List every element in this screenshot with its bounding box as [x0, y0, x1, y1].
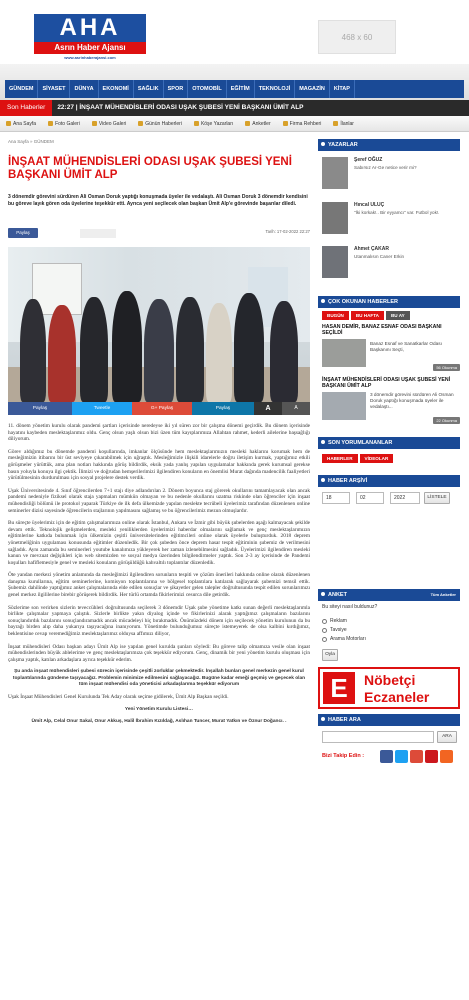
logo-subtitle: Asrın Haber Ajansı: [34, 42, 146, 54]
nav-item-teknoloji[interactable]: TEKNOLOJİ: [255, 80, 295, 98]
nav-item-egitim[interactable]: EĞİTİM: [227, 80, 255, 98]
most-read-title[interactable]: İNŞAAT MÜHENDİSLERİ ODASI UŞAK ŞUBESİ YENİ BAŞKANI ÜMİT ALP: [322, 377, 451, 390]
writer-article[interactable]: "İki korkak!.. Bir eyyamcı" var. Futbol yok!.: [354, 210, 440, 215]
tab-this-week[interactable]: BU HAFTA: [351, 311, 384, 320]
comments-header: SON YORUMLANANLAR: [318, 437, 460, 449]
facebook-icon[interactable]: [380, 750, 393, 763]
writer-photo: [322, 202, 348, 234]
team-title: Yeni Yönetim Kurulu Listesi…: [124, 706, 194, 712]
article-paragraph: Görev aldığımız bu dönemde pandemi koşullarında, imkanlar ölçüsünde hem meslektaşlarımızın mesleki haklarını korumak hem de mesleğimizin itibarını bir üst seviyeye çıkarabilmek için uğraştık. Mesleğimizle ilişkili idarelerle doğru iletişim kurmak, yaptığımız etkili görüşmeler yürüttük, ama plan notları hakkında görüş bildirdik, eksik yada yanlış yapılan uygulamalar hakkında gerek kurumsal gerekse basın yoluyla konuya ilgi çektik. İlimizi ve doğrudan hemşerilerimizi ilgilendiren konuların en önemlisi Murat dağında madencilik faaliyetleri yürütülmesinin durdurulması için sosyal projelere destek verdik.: [8, 448, 310, 482]
photo-person: [206, 303, 232, 402]
linkedin-share-button[interactable]: Paylaş: [192, 402, 254, 415]
share-row: [8, 228, 310, 239]
writer-item[interactable]: [322, 198, 460, 240]
subnav-columnists[interactable]: Köşe Yazarları: [188, 121, 239, 127]
breadcrumb[interactable]: Ana Sayfa » GÜNDEM: [8, 139, 54, 144]
sub-nav: [0, 116, 469, 132]
ticker-label: Son Haberler: [0, 100, 52, 116]
article-lede: 3 dönemdir görevini sürdüren Ali Osman Doruk yaptığı konuşmada üyeler ile vedalaştı. Ali Osman Doruk 3 dönemdir kendisini bu göreve layık gören oda üyelerine teşekkür etti. Ayrıca yeni seçilecek olan başkan Ümit Alp'e görevinde başarılar diledi.: [8, 194, 308, 208]
photo-person: [20, 299, 46, 402]
archive-month-select[interactable]: 02: [356, 492, 384, 504]
search-button[interactable]: ARA: [437, 731, 457, 743]
article-title: İNŞAAT MÜHENDİSLERİ ODASI UŞAK ŞUBESİ YENİ BAŞKANI ÜMİT ALP: [8, 156, 292, 181]
archive-list-button[interactable]: LİSTELE: [424, 492, 450, 504]
share-widget[interactable]: [80, 229, 116, 238]
nav-item-gundem[interactable]: GÜNDEM: [5, 80, 38, 98]
poll-option[interactable]: Tavsiye: [322, 627, 347, 633]
nav-item-siyaset[interactable]: SİYASET: [38, 80, 70, 98]
site-logo[interactable]: [34, 14, 146, 62]
most-read-thumbnail[interactable]: [322, 339, 366, 367]
ticker-headline[interactable]: 22:27 | İNŞAAT MÜHENDİSLERİ ODASI UŞAK ŞUBESİ YENİ BAŞKANI ÜMİT ALP: [57, 104, 304, 111]
most-read-item[interactable]: [322, 324, 460, 374]
most-read-tabs: [322, 311, 410, 320]
writer-item[interactable]: [322, 153, 460, 195]
article-photo: [8, 247, 310, 402]
tab-news[interactable]: HABERLER: [322, 454, 358, 463]
writer-article[interactable]: Sabırsız Ar-Ge netice verir mi?: [354, 165, 417, 170]
most-read-title[interactable]: HASAN DEMİR, BANAZ ESNAF ODASI BAŞKANI SEÇİLDİ: [322, 324, 442, 337]
team-list: Ümit Alp, Celal Onur Sakal, Onur Akkuş, Halil İbrahim Kızıldağ, Aslıhan Tuncer, Murat Yatkın ve Öznur Doğancı. .: [31, 719, 287, 725]
article-paragraph: Sözlerime son verirken sizlerin teveccühleri doğrultusunda seçilerek 3 dönemdir Uşak şube yönetime katkı sunan değerli meslektaşlarımla birlikte çalışmalar yapmaya çalıştık. Sizlerle birlikte yakın diyalog içinde ve fikirlerinizi alarak yaptığımız çalışmaların bazılarını sonuçlandırdık bazılarını sonuçlandıramadık ancak mücadeleyi hiç bırakmadık. Önümüzdeki dönem için seçilecek yönetim kurulunun da bu bayrağı birden alıp daha yukarıya taşıyacağına inanıyorum. Yönetimde bulunduğumuz süreçte istemeyerek de olsa kalbini kırdığımız, beklentisine cevap veremediğimiz meslektaşlarımız olduysa affımızı diliyor,: [8, 604, 310, 638]
archive-header: HABER ARŞİVİ: [318, 475, 460, 487]
radio-icon[interactable]: [322, 637, 327, 642]
search-input[interactable]: [322, 731, 434, 743]
writer-name: Şeref OĞUZ: [354, 157, 383, 163]
font-decrease-button[interactable]: A: [282, 402, 310, 415]
follow-label: Bizi Takip Edin :: [322, 753, 365, 759]
poll-option[interactable]: Reklam: [322, 618, 347, 624]
article-body: [8, 423, 310, 731]
rss-icon[interactable]: [440, 750, 453, 763]
radio-icon[interactable]: [322, 619, 327, 624]
poll-option[interactable]: Arama Motorları: [322, 636, 366, 642]
tab-this-month[interactable]: BU AY: [386, 311, 410, 320]
subnav-photo-gallery[interactable]: Foto Galeri: [42, 121, 86, 127]
googleplus-icon[interactable]: [410, 750, 423, 763]
article-paragraph: İnşaat mühendisleri Odası başkan adayı Ümit Alp ise yapılan genel kurulda şunları söyledi: Bu göreve talip olmamıza vesile olan inşaat mühendislerinden büyük ablelerime ve genç meslektaşlarımıza çok teşekkür ediyorum. Genç, dinamik bir yeni yönetim kurulu oluşması için çalışma yaptık, katılan arkadaşlara ayrıca teşekkür ederim.: [8, 643, 310, 663]
pharmacy-line2: Eczaneler: [364, 689, 430, 705]
most-read-summary: Banaz Esnaf ve Sanatkarlar Odası Başkanını Seçti,: [370, 341, 442, 352]
tab-videos[interactable]: VİDEOLAR: [360, 454, 394, 463]
writer-name: Hıncal ULUÇ: [354, 202, 385, 208]
facebook-share-button[interactable]: Paylaş: [8, 228, 38, 238]
writer-name: Ahmet ÇAKAR: [354, 246, 389, 252]
subnav-classifieds[interactable]: İlanlar: [327, 121, 360, 127]
poll-question: Bu siteyi nasıl buldunuz?: [322, 604, 378, 610]
article-paragraph: Uşak Üniversitesinde 4. Sınıf öğrencilerden 7+1 stajı diye adlandırılan 2. Dönem boyunca staj görerek okullarını tamamlayacak olan ancak pandemi nedeniyle fiziksel olarak staja yapmaları mümkün olmayan ve bu nedenle okullarını uzatma riskinde olan öğrenciler için inşaat mühendisliği bölümü ile protokol yaparak Türkiye de ilk defa ülkemizde yapılan meslekte tecrübeli üyelerimiz tarafından düzenlenen online seminerler dizisi sayesinde öğrencilerin stajlarının yapılmasını sağlamış ve bu öğrencilerimiz mezun olmuşlardır.: [8, 487, 310, 514]
logo-title: AHA: [34, 14, 146, 42]
share-bar: [8, 402, 310, 415]
archive-day-select[interactable]: 18: [322, 492, 350, 504]
nav-item-saglik[interactable]: SAĞLIK: [134, 80, 164, 98]
ad-banner[interactable]: 468 x 60: [318, 20, 396, 54]
radio-icon[interactable]: [322, 628, 327, 633]
logo-url: www.asrinhaberajansi.com: [64, 55, 116, 60]
font-increase-button[interactable]: A: [254, 402, 282, 415]
classifieds-icon: [333, 121, 338, 126]
most-read-item[interactable]: [322, 377, 460, 427]
pharmacy-icon: E: [323, 672, 355, 704]
googleplus-share-button[interactable]: G+ Paylaş: [132, 402, 192, 415]
writer-item[interactable]: [322, 242, 460, 284]
twitter-share-button[interactable]: Tweetle: [72, 402, 132, 415]
video-icon: [92, 121, 97, 126]
vote-button[interactable]: Oyla: [322, 649, 338, 661]
photo-person: [80, 297, 108, 402]
article-paragraph: Öte yandan merkezi yönetim anlamında da mesleğimizi ilgilendiren sorunların tespiti ve çözüm önerileri hakkında online olarak düzenlenen danışma kurullarına, eğitim seminerlerine, komisyon toplantılarına ve bölgesel toplantılara katılarak sağlayarak şubemizi temsil ettik. Şubemiz dahilinde yaptığımız anket çalışmalarında elde edilen sonuçlar ve şikayetler gelen talepler doğrultusunda tespit edilen sorunlarımızı genel merkez ilgililerine birebir görüşerek bildirdik. Her türlü ortamda fikirlerimizi cesurca dile getirdik.: [8, 572, 310, 599]
article-paragraph: Uşak İnşaat Mühendisleri Genel Kurulunda Tek Aday olarak seçime gidilerek, Ümit Alp Başkan seçildi.: [8, 694, 229, 701]
photo-person: [234, 293, 264, 402]
poll-header: ANKET Tüm Anketler: [318, 589, 460, 601]
nav-item-spor[interactable]: SPOR: [164, 80, 189, 98]
camera-icon: [48, 121, 53, 126]
subnav-polls[interactable]: Anketler: [239, 121, 276, 127]
home-icon: [6, 121, 11, 126]
nav-item-magazin[interactable]: MAGAZİN: [295, 80, 330, 98]
archive-year-select[interactable]: 2022: [390, 492, 420, 504]
most-read-header: ÇOK OKUNAN HABERLER: [318, 296, 460, 308]
nav-item-dunya[interactable]: DÜNYA: [70, 80, 98, 98]
nav-item-kitap[interactable]: KİTAP: [330, 80, 355, 98]
all-polls-link[interactable]: Tüm Anketler: [430, 592, 456, 597]
read-count: 22 Okunma: [433, 417, 460, 424]
facebook-share-button[interactable]: Paylaş: [8, 402, 72, 415]
writer-photo: [322, 246, 348, 278]
search-header: HABER ARA: [318, 714, 460, 726]
news-ticker: [0, 100, 469, 116]
comments-tabs: [322, 454, 393, 463]
main-nav: [5, 80, 464, 98]
subnav-daily-news[interactable]: Günün Haberleri: [132, 121, 188, 127]
article-quote: Şu anda inşaat mühendisleri şubesi sürecin içerisinde çeşitli zorluklar çekmektedir. İnşallah bunları genel merkezin genel kurul toplantılarında gündeme taşıyacağız. Problemin minimize edilmesini sağlayacağız. Bugüne kadar emeği geçmiş ve geçecek olan tüm inşaat mühendisi oda yöneticisi arkadaşlarıma teşekkür ediyorum: [12, 669, 306, 687]
pen-icon: [194, 121, 199, 126]
article-paragraph: Bu süreçte üyelerimiz için de eğitim çalışmalarımıza online olarak İstanbul, Ankara ve İzmir gibi büyük şubelerden aşağı kalmayacak şekilde devam ettik. Teknolojik gelişmelerden, mesleki yeniliklerden üyelerimizi haberdar olmalarını sağlamak ve genç meslektaşlarımızın eğitimlerine katkıda bulunmak için ülkemizin çeşitli üniversitelerinden eğitimcileri online olarak üyelerle buluşturduk. 2018 deprem yönetmeliğinin uygulaması konusunda eğitimler düzenledik. Bir çok şubeden önce deprem hasar tespit eğitiminin şubemiz de verilmesini sağladık. Aynı zamanda bu seminerleri youtube kanalımıza yükleyerek her zaman izlenebilmesini sağladık. Üyelerimizi ilgilendiren mesleki kanun ve mevzuat değişikleri için web sitemizden ve sosyal medya üzerinden bilgilendirmeler yaptık. Son 2-3 ay içerisinde de Pandemi koşulları hafiflemesiyle genel ve mesleki konuların görüşüldüğü kahvaltılı toplantılar düzenledik.: [8, 520, 310, 566]
read-count: 56 Okunma: [433, 364, 460, 371]
photo-person: [270, 301, 298, 402]
article-date: Tarih: 17-02-2022 22:27: [265, 229, 310, 234]
writer-article[interactable]: Utanmalısın Caner Erkin: [354, 254, 405, 259]
subnav-directory[interactable]: Firma Rehberi: [277, 121, 328, 127]
pharmacy-line1: Nöbetçi: [364, 672, 416, 688]
writer-photo: [322, 157, 348, 189]
most-read-thumbnail[interactable]: [322, 392, 366, 420]
poll-icon: [245, 121, 250, 126]
subnav-home[interactable]: Ana Sayfa: [0, 121, 42, 127]
writers-header: YAZARLAR: [318, 139, 460, 151]
subnav-video-gallery[interactable]: Video Galeri: [86, 121, 132, 127]
tab-today[interactable]: BUGÜN: [322, 311, 349, 320]
photo-person: [144, 299, 174, 402]
youtube-icon[interactable]: [425, 750, 438, 763]
photo-person: [48, 305, 76, 402]
twitter-icon[interactable]: [395, 750, 408, 763]
nav-item-ekonomi[interactable]: EKONOMİ: [99, 80, 134, 98]
pharmacy-banner[interactable]: [318, 667, 460, 709]
nav-item-otomobil[interactable]: OTOMOBİL: [188, 80, 227, 98]
photo-person: [112, 291, 142, 402]
photo-person: [176, 297, 204, 402]
calendar-icon: [138, 121, 143, 126]
article-paragraph: 11. dönem yönetim kurulu olarak pandemi şartları içerisinde neredeyse iki yıl süren zor bir çalışma dönemi geçirdik. Bu dönem içerisinde hayatını kaybeden meslektaşlarımız oldu. Genç olsun yaşlı olsun bizi üzen tüm kayıplarımıza Allahtan rahmet, kederli ailelerine başsağlığı diliyorum.: [8, 423, 310, 443]
most-read-summary: 3 dönemdir görevini sürdüren Ali Osman Doruk yaptığı konuşmada üyeler ile vedalaştı...: [370, 392, 454, 409]
directory-icon: [283, 121, 288, 126]
